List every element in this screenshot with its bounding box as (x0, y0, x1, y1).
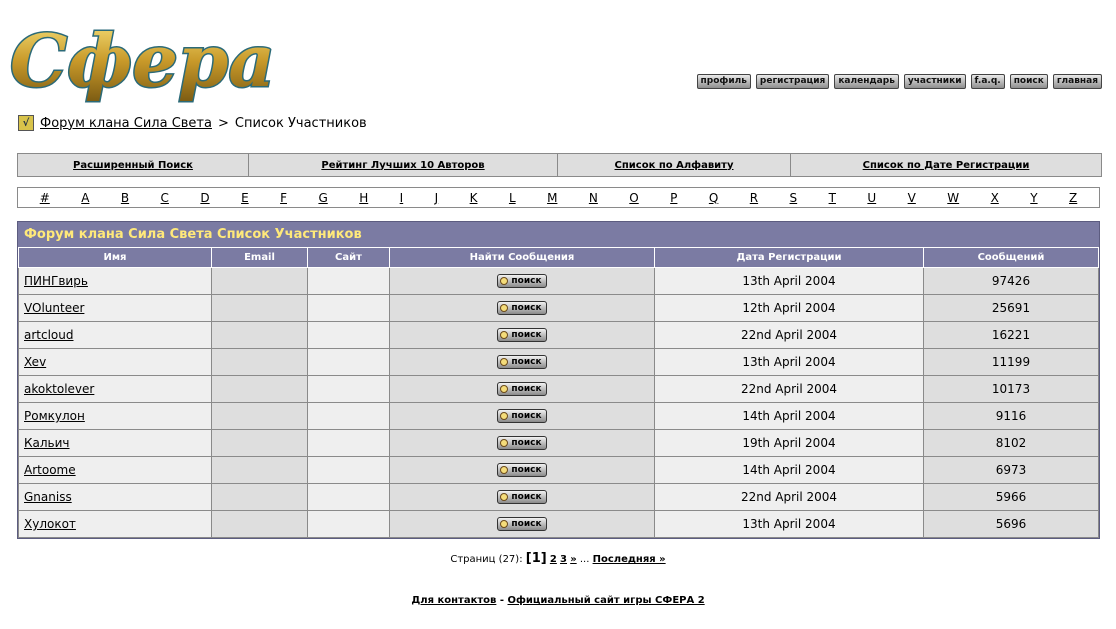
search-posts-label: поиск (511, 411, 542, 422)
pagination-page-2[interactable]: 2 (549, 554, 557, 565)
member-registration-date: 13th April 2004 (655, 511, 924, 538)
forum-icon: √ (18, 115, 34, 131)
member-post-count: 8102 (924, 430, 1099, 457)
member-site-cell (308, 322, 390, 349)
members-table-title: Форум клана Сила Света Список Участников (18, 222, 1099, 248)
search-posts-button[interactable] (497, 274, 546, 288)
alphabet-letter-link[interactable]: B (120, 190, 130, 205)
nav-search-button[interactable]: поиск (1010, 74, 1048, 89)
footer-contacts-link[interactable]: Для контактов (411, 595, 497, 606)
alphabet-letter-link[interactable]: E (241, 190, 249, 205)
top-10-authors-link[interactable]: Рейтинг Лучших 10 Авторов (249, 154, 558, 176)
member-find-posts-cell (390, 403, 655, 430)
member-name-cell (19, 484, 212, 511)
alphabet-letter-link[interactable]: N (588, 190, 598, 205)
alphabet-letter-link[interactable]: V (907, 190, 916, 205)
alphabet-letter-link[interactable]: H (359, 190, 369, 205)
search-posts-button[interactable] (497, 355, 546, 369)
pagination-last[interactable]: Последняя » (592, 554, 666, 565)
alphabet-letter-link[interactable]: Y (1030, 190, 1038, 205)
member-find-posts-cell (390, 268, 655, 295)
alphabet-letter-link[interactable]: K (469, 190, 478, 205)
alphabet-letter-link[interactable]: L (508, 190, 516, 205)
member-post-count: 25691 (924, 295, 1099, 322)
member-registration-date: 22nd April 2004 (655, 376, 924, 403)
search-posts-button[interactable] (497, 409, 546, 423)
alphabetical-list-link[interactable]: Список по Алфавиту (558, 154, 791, 176)
footer-separator: - (499, 595, 505, 606)
member-registration-date: 19th April 2004 (655, 430, 924, 457)
search-posts-label: поиск (511, 303, 542, 314)
table-row (19, 403, 1099, 430)
column-header-posts: Сообщений (924, 248, 1099, 268)
member-post-count: 16221 (924, 322, 1099, 349)
search-posts-label: поиск (511, 357, 542, 368)
member-site-cell (308, 268, 390, 295)
member-name-cell (19, 430, 212, 457)
alphabet-letter-link[interactable]: I (399, 190, 404, 205)
member-name-cell (19, 268, 212, 295)
alphabet-letter-link[interactable]: O (629, 190, 639, 205)
search-posts-label: поиск (511, 519, 542, 530)
alphabet-letter-link[interactable]: W (947, 190, 960, 205)
column-header-site: Сайт (308, 248, 390, 268)
member-email-cell (212, 376, 308, 403)
search-posts-label: поиск (511, 438, 542, 449)
alphabet-letter-link[interactable]: J (434, 190, 439, 205)
alphabet-letter-link[interactable]: U (867, 190, 877, 205)
alphabet-letter-link[interactable]: D (200, 190, 210, 205)
breadcrumb-separator: > (217, 115, 229, 131)
member-find-posts-cell (390, 484, 655, 511)
member-email-cell (212, 430, 308, 457)
member-name-link[interactable]: ПИНГвирь (24, 274, 88, 288)
search-posts-button[interactable] (497, 463, 546, 477)
top-nav (697, 74, 1102, 89)
alphabet-letter-link[interactable]: Z (1069, 190, 1078, 205)
table-row (19, 484, 1099, 511)
breadcrumb (18, 115, 367, 131)
member-email-cell (212, 322, 308, 349)
member-find-posts-cell (390, 349, 655, 376)
member-name-link[interactable]: Artoome (24, 463, 76, 477)
member-email-cell (212, 403, 308, 430)
member-name-cell (19, 403, 212, 430)
search-posts-button[interactable] (497, 436, 546, 450)
advanced-search-link[interactable]: Расширенный Поиск (18, 154, 249, 176)
column-header-name: Имя (19, 248, 212, 268)
magnifier-icon (500, 493, 508, 501)
nav-members-button[interactable]: участники (904, 74, 966, 89)
alphabet-letter-link[interactable]: G (318, 190, 328, 205)
member-find-posts-cell (390, 457, 655, 484)
pagination-ellipsis: ... (579, 554, 590, 565)
alphabet-letter-link[interactable]: F (280, 190, 287, 205)
alphabet-filter (17, 187, 1100, 208)
member-post-count: 97426 (924, 268, 1099, 295)
search-posts-label: поиск (511, 492, 542, 503)
search-posts-button[interactable] (497, 328, 546, 342)
search-posts-label: поиск (511, 276, 542, 287)
member-registration-date: 14th April 2004 (655, 403, 924, 430)
column-header-find-posts: Найти Сообщения (390, 248, 655, 268)
search-posts-button[interactable] (497, 517, 546, 531)
search-posts-button[interactable] (497, 490, 546, 504)
member-post-count: 6973 (924, 457, 1099, 484)
column-header-email: Email (212, 248, 308, 268)
member-name-cell (19, 295, 212, 322)
member-name-link[interactable]: VOlunteer (24, 301, 85, 315)
member-site-cell (308, 403, 390, 430)
search-posts-button[interactable] (497, 382, 546, 396)
table-row (19, 457, 1099, 484)
member-site-cell (308, 457, 390, 484)
member-registration-date: 13th April 2004 (655, 268, 924, 295)
member-registration-date: 12th April 2004 (655, 295, 924, 322)
table-row (19, 268, 1099, 295)
search-posts-label: поиск (511, 465, 542, 476)
alphabet-letter-link[interactable]: C (160, 190, 169, 205)
magnifier-icon (500, 331, 508, 339)
breadcrumb-forum-link[interactable]: Форум клана Сила Света (40, 115, 212, 131)
magnifier-icon (500, 466, 508, 474)
member-name-link[interactable]: Gnaniss (24, 490, 72, 504)
member-find-posts-cell (390, 295, 655, 322)
member-email-cell (212, 268, 308, 295)
members-table (17, 221, 1100, 539)
logo-text: Сфера (10, 18, 276, 103)
magnifier-icon (500, 439, 508, 447)
alphabet-letter-link[interactable]: # (39, 190, 50, 205)
member-email-cell (212, 349, 308, 376)
member-site-cell (308, 430, 390, 457)
member-find-posts-cell (390, 430, 655, 457)
magnifier-icon (500, 385, 508, 393)
member-name-link[interactable]: Хулокот (24, 517, 76, 531)
table-row (19, 322, 1099, 349)
table-row (19, 511, 1099, 538)
magnifier-icon (500, 304, 508, 312)
member-list-options (17, 153, 1102, 177)
member-site-cell (308, 376, 390, 403)
member-name-link[interactable]: Ромкулон (24, 409, 85, 423)
member-find-posts-cell (390, 322, 655, 349)
table-row (19, 376, 1099, 403)
member-post-count: 5696 (924, 511, 1099, 538)
registration-date-list-link[interactable]: Список по Дате Регистрации (862, 159, 1030, 171)
nav-register-button[interactable]: регистрация (756, 74, 829, 89)
member-name-cell (19, 376, 212, 403)
member-email-cell (212, 511, 308, 538)
member-email-cell (212, 295, 308, 322)
column-header-registration-date: Дата Регистрации (655, 248, 924, 268)
footer-official-site-link[interactable]: Официальный сайт игры СФЕРА 2 (507, 595, 705, 606)
member-find-posts-cell (390, 511, 655, 538)
footer (0, 595, 1116, 606)
search-posts-label: поиск (511, 330, 542, 341)
table-row (19, 295, 1099, 322)
member-site-cell (308, 484, 390, 511)
member-post-count: 10173 (924, 376, 1099, 403)
site-logo[interactable] (6, 8, 276, 104)
pagination-next[interactable]: » (570, 554, 577, 565)
alphabet-letter-link[interactable]: A (81, 190, 90, 205)
member-name-link[interactable]: Кальич (24, 436, 70, 450)
alphabet-letter-link[interactable]: P (670, 190, 678, 205)
pagination-page-3[interactable]: 3 (560, 554, 567, 565)
alphabet-letter-link[interactable]: S (789, 190, 798, 205)
table-row (19, 349, 1099, 376)
nav-calendar-button[interactable]: календарь (834, 74, 899, 89)
member-post-count: 9116 (924, 403, 1099, 430)
search-posts-label: поиск (511, 384, 542, 395)
member-post-count: 11199 (924, 349, 1099, 376)
member-post-count: 5966 (924, 484, 1099, 511)
member-name-cell (19, 511, 212, 538)
alphabet-letter-link[interactable]: T (828, 190, 836, 205)
table-row (19, 430, 1099, 457)
alphabet-letter-link[interactable]: R (749, 190, 759, 205)
magnifier-icon (500, 520, 508, 528)
alphabet-letter-link[interactable]: M (547, 190, 558, 205)
breadcrumb-current: Список Участников (234, 115, 367, 131)
magnifier-icon (500, 358, 508, 366)
alphabet-letter-link[interactable]: X (990, 190, 999, 205)
member-name-cell (19, 457, 212, 484)
member-registration-date: 14th April 2004 (655, 457, 924, 484)
magnifier-icon (500, 412, 508, 420)
member-registration-date: 22nd April 2004 (655, 322, 924, 349)
member-site-cell (308, 349, 390, 376)
search-posts-button[interactable] (497, 301, 546, 315)
nav-faq-button[interactable]: f.a.q. (971, 74, 1005, 89)
alphabet-letter-link[interactable]: Q (708, 190, 719, 205)
member-name-cell (19, 322, 212, 349)
nav-profile-button[interactable]: профиль (697, 74, 751, 89)
member-email-cell (212, 457, 308, 484)
member-site-cell (308, 511, 390, 538)
pagination-current-page: [1] (525, 551, 547, 566)
member-registration-date: 22nd April 2004 (655, 484, 924, 511)
pagination (0, 551, 1116, 566)
member-site-cell (308, 295, 390, 322)
member-name-link[interactable]: Xev (24, 355, 47, 369)
nav-home-button[interactable]: главная (1053, 74, 1102, 89)
magnifier-icon (500, 277, 508, 285)
member-email-cell (212, 484, 308, 511)
member-name-cell (19, 349, 212, 376)
member-name-link[interactable]: akoktolever (24, 382, 95, 396)
member-registration-date: 13th April 2004 (655, 349, 924, 376)
member-find-posts-cell (390, 376, 655, 403)
pagination-label: Страниц (27): (450, 554, 523, 565)
member-name-link[interactable]: artcloud (24, 328, 74, 342)
